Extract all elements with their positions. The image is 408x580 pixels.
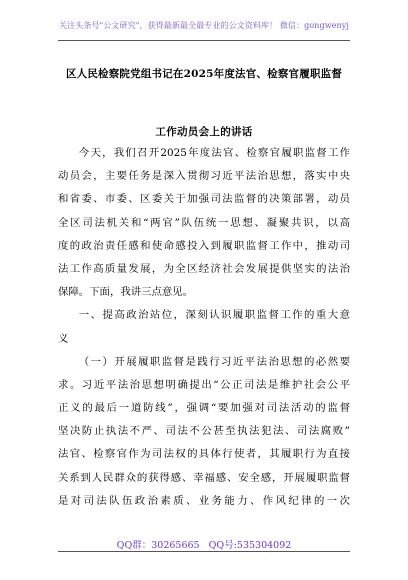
body-line: 全区司法机关和“两官”队伍统一思想、凝聚共识，以高 bbox=[58, 216, 350, 229]
document-body bbox=[58, 142, 350, 513]
document-title-line-1: 区人民检察院党组书记在2025年度法官、检察官履职监督 bbox=[65, 68, 343, 80]
footer-divider bbox=[58, 551, 350, 552]
header-banner: 关注头条号"公文研究"，获得最新最全最专业的公文资料库！ 微信：gongwenyj bbox=[59, 21, 349, 30]
section-heading-line: 一、提高政治站位，深刻认识履职监督工作的重大意 bbox=[78, 309, 350, 322]
body-line: 法官、检察官作为司法权的具体行使者，其履职行为直接 bbox=[58, 448, 350, 461]
document-title-line-2: 工作动员会上的讲话 bbox=[155, 126, 253, 138]
body-line: 坚决防止执法不严、司法不公甚至执法犯法、司法腐败” bbox=[58, 425, 350, 438]
section-heading-line: 义 bbox=[58, 332, 69, 345]
header-divider bbox=[58, 40, 350, 41]
body-line: 和省委、市委、区委关于加强司法监督的决策部署，动员 bbox=[58, 193, 350, 206]
body-line: （一）开展履职监督是践行习近平法治思想的必然要 bbox=[78, 355, 350, 368]
footer-contact bbox=[0, 537, 408, 551]
footer-qq-group: QQ群：30265665 bbox=[116, 540, 200, 551]
body-line: 今天，我们召开2025年度法官、检察官履职监督工作 bbox=[78, 147, 350, 159]
body-line: 保障。下面，我讲三点意见。 bbox=[58, 286, 194, 299]
body-line: 是对司法队伍政治素质、业务能力、作风纪律的一次 bbox=[58, 494, 350, 507]
footer-qq-number: QQ号:535304092 bbox=[208, 540, 292, 551]
body-line: 求。习近平法治思想明确提出“公正司法是维护社会公平 bbox=[58, 378, 350, 391]
body-line: 正义的最后一道防线”，强调“要加强对司法活动的监督 bbox=[58, 402, 350, 415]
body-line: 关系到人民群众的获得感、幸福感、安全感，开展履职监督 bbox=[58, 471, 350, 484]
body-line: 度的政治责任感和使命感投入到履职监督工作中，推动司 bbox=[58, 239, 350, 252]
body-line: 法工作高质量发展，为全区经济社会发展提供坚实的法治 bbox=[58, 262, 350, 275]
body-line: 动员会，主要任务是深入贯彻习近平法治思想，落实中央 bbox=[58, 170, 350, 183]
